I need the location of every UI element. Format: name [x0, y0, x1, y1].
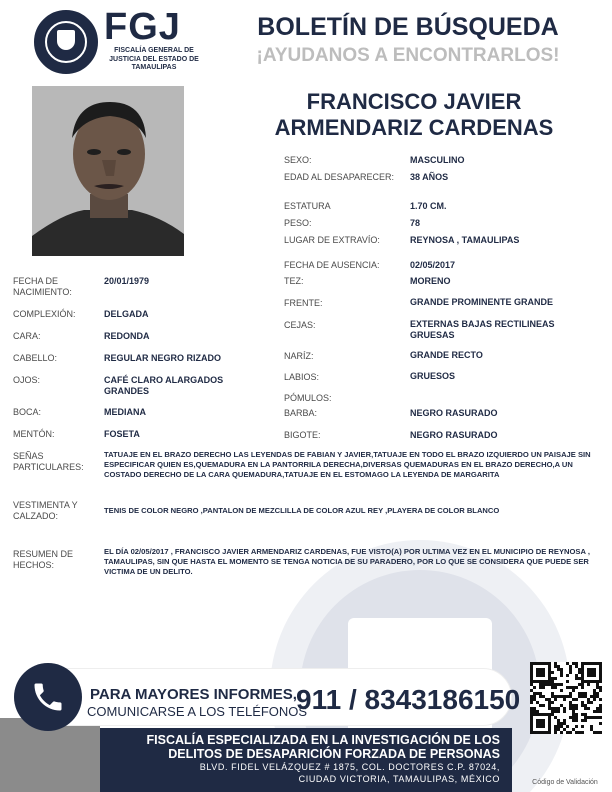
beard-value: NEGRO RASURADO — [410, 408, 498, 418]
height-label: ESTATURA — [284, 201, 331, 211]
nose-label: NARÍZ: — [284, 351, 314, 361]
absence-date-label: FECHA DE AUSENCIA: — [284, 260, 380, 270]
footer-agency-line1: FISCALÍA ESPECIALIZADA EN LA INVESTIGACIÓN DE LOS — [146, 733, 500, 747]
eyebrows-label: CEJAS: — [284, 320, 316, 330]
fgj-logo-text: FGJ — [104, 6, 181, 48]
age-value: 38 AÑOS — [410, 172, 449, 182]
beard-label: BARBA: — [284, 408, 318, 418]
clothing-label: VESTIMENTA Y CALZADO: — [13, 500, 78, 521]
hair-label: CABELLO: — [13, 353, 58, 363]
sex-value: MASCULINO — [410, 155, 465, 165]
phone-icon — [14, 663, 82, 731]
mouth-value: MEDIANA — [104, 407, 146, 417]
footer-agency — [110, 733, 500, 761]
person-name-line1: FRANCISCO JAVIER — [306, 89, 522, 114]
lips-value: GRUESOS — [410, 371, 456, 381]
nose-value: GRANDE RECTO — [410, 350, 483, 360]
marks-label: SEÑAS PARTICULARES: — [13, 451, 84, 472]
mustache-value: NEGRO RASURADO — [410, 430, 498, 440]
absence-date-value: 02/05/2017 — [410, 260, 456, 270]
footer-address-line1: BLVD. FIDEL VELÁZQUEZ # 1875, COL. DOCTORES C.P. 87024, — [199, 762, 500, 772]
summary-value: EL DÍA 02/05/2017 , FRANCISCO JAVIER ARMENDARIZ CARDENAS, FUE VISTO(A) POR ULTIMA VEZ EN EL MUNICIPIO DE REYNOSA , TAMAULIPAS, SIN QUE HASTA EL MOMENTO SE TENGA NOTICIA DE SU PARADERO, POR LO QUE SE CONSIDERA QUE PUEDE SER VICTIMA DE UN DELITO. — [104, 547, 590, 576]
person-name — [222, 89, 606, 141]
eyes-label: OJOS: — [13, 375, 41, 385]
contact-info-subheading: COMUNICARSE A LOS TELÉFONOS — [87, 704, 308, 719]
lips-label: LABIOS: — [284, 372, 320, 382]
mouth-label: BOCA: — [13, 407, 42, 417]
contact-info-heading: PARA MAYORES INFORMES, — [90, 686, 297, 703]
summary-label: RESUMEN DE HECHOS: — [13, 549, 74, 570]
bulletin-subtitle: ¡AYUDANOS A ENCONTRARLOS! — [256, 45, 560, 66]
location-label: LUGAR DE EXTRAVÍO: — [284, 235, 380, 245]
eyebrows-value: EXTERNAS BAJAS RECTILINEAS GRUESAS — [410, 319, 555, 340]
build-label: COMPLEXIÓN: — [13, 309, 76, 319]
cheekbones-label: PÓMULOS: — [284, 393, 332, 403]
weight-label: PESO: — [284, 218, 312, 228]
fgj-seal-logo — [34, 10, 98, 74]
eyes-value: CAFÉ CLARO ALARGADOS GRANDES — [104, 375, 224, 396]
sex-label: SEXO: — [284, 155, 312, 165]
person-name-line2: ARMENDARIZ CARDENAS — [274, 115, 554, 140]
forehead-label: FRENTE: — [284, 298, 323, 308]
face-label: CARA: — [13, 331, 41, 341]
validation-qr-label: Código de Validación — [532, 779, 598, 786]
birth-date-label: FECHA DE NACIMIENTO: — [13, 276, 72, 297]
chin-value: FOSETA — [104, 429, 140, 439]
bulletin-title: BOLETÍN DE BÚSQUEDA — [257, 13, 559, 41]
marks-value: TATUAJE EN EL BRAZO DERECHO LAS LEYENDAS DE FABIAN Y JAVIER,TATUAJE EN TODO EL BRAZO IZQUIERDO UN PAISAJE SIN ESPECIFICAR QUIEN ES,QUEMADURA EN LA PANTORRILA DERECHA,DIVERSAS QUEMADURAS EN EL BRAZO DERECHO,A UN COSTADO DERECHO DE LA CARA QUEMADURA,TATUAJE EN EL ESTOMAGO LA LEYENDA DE MARGARITA — [104, 450, 591, 479]
fgj-logo-subtitle: FISCALÍA GENERAL DE JUSTICIA DEL ESTADO DE TAMAULIPAS — [109, 47, 199, 71]
skin-label: TEZ: — [284, 276, 304, 286]
footer-agency-line2: DELITOS DE DESAPARICIÓN FORZADA DE PERSONAS — [168, 747, 500, 761]
hair-value: REGULAR NEGRO RIZADO — [104, 353, 221, 363]
weight-value: 78 — [410, 218, 421, 228]
skin-value: MORENO — [410, 276, 451, 286]
mustache-label: BIGOTE: — [284, 430, 321, 440]
birth-date-value: 20/01/1979 — [104, 276, 150, 286]
height-value: 1.70 CM. — [410, 201, 447, 211]
location-value: REYNOSA , TAMAULIPAS — [410, 235, 520, 245]
contact-phone-number[interactable]: 911 / 8343186150 — [296, 684, 521, 715]
person-photo — [32, 86, 184, 256]
age-label: EDAD AL DESAPARECER: — [284, 172, 395, 182]
forehead-value: GRANDE PROMINENTE GRANDE — [410, 297, 554, 307]
face-value: REDONDA — [104, 331, 150, 341]
clothing-value: TENIS DE COLOR NEGRO ,PANTALON DE MEZCLILLA DE COLOR AZUL REY ,PLAYERA DE COLOR BLANCO — [104, 506, 500, 515]
validation-qr-code[interactable] — [530, 662, 602, 734]
chin-label: MENTÓN: — [13, 429, 55, 439]
build-value: DELGADA — [104, 309, 149, 319]
footer-address-line2: CIUDAD VICTORIA, TAMAULIPAS, MÉXICO — [298, 774, 500, 784]
footer-address — [110, 761, 500, 785]
